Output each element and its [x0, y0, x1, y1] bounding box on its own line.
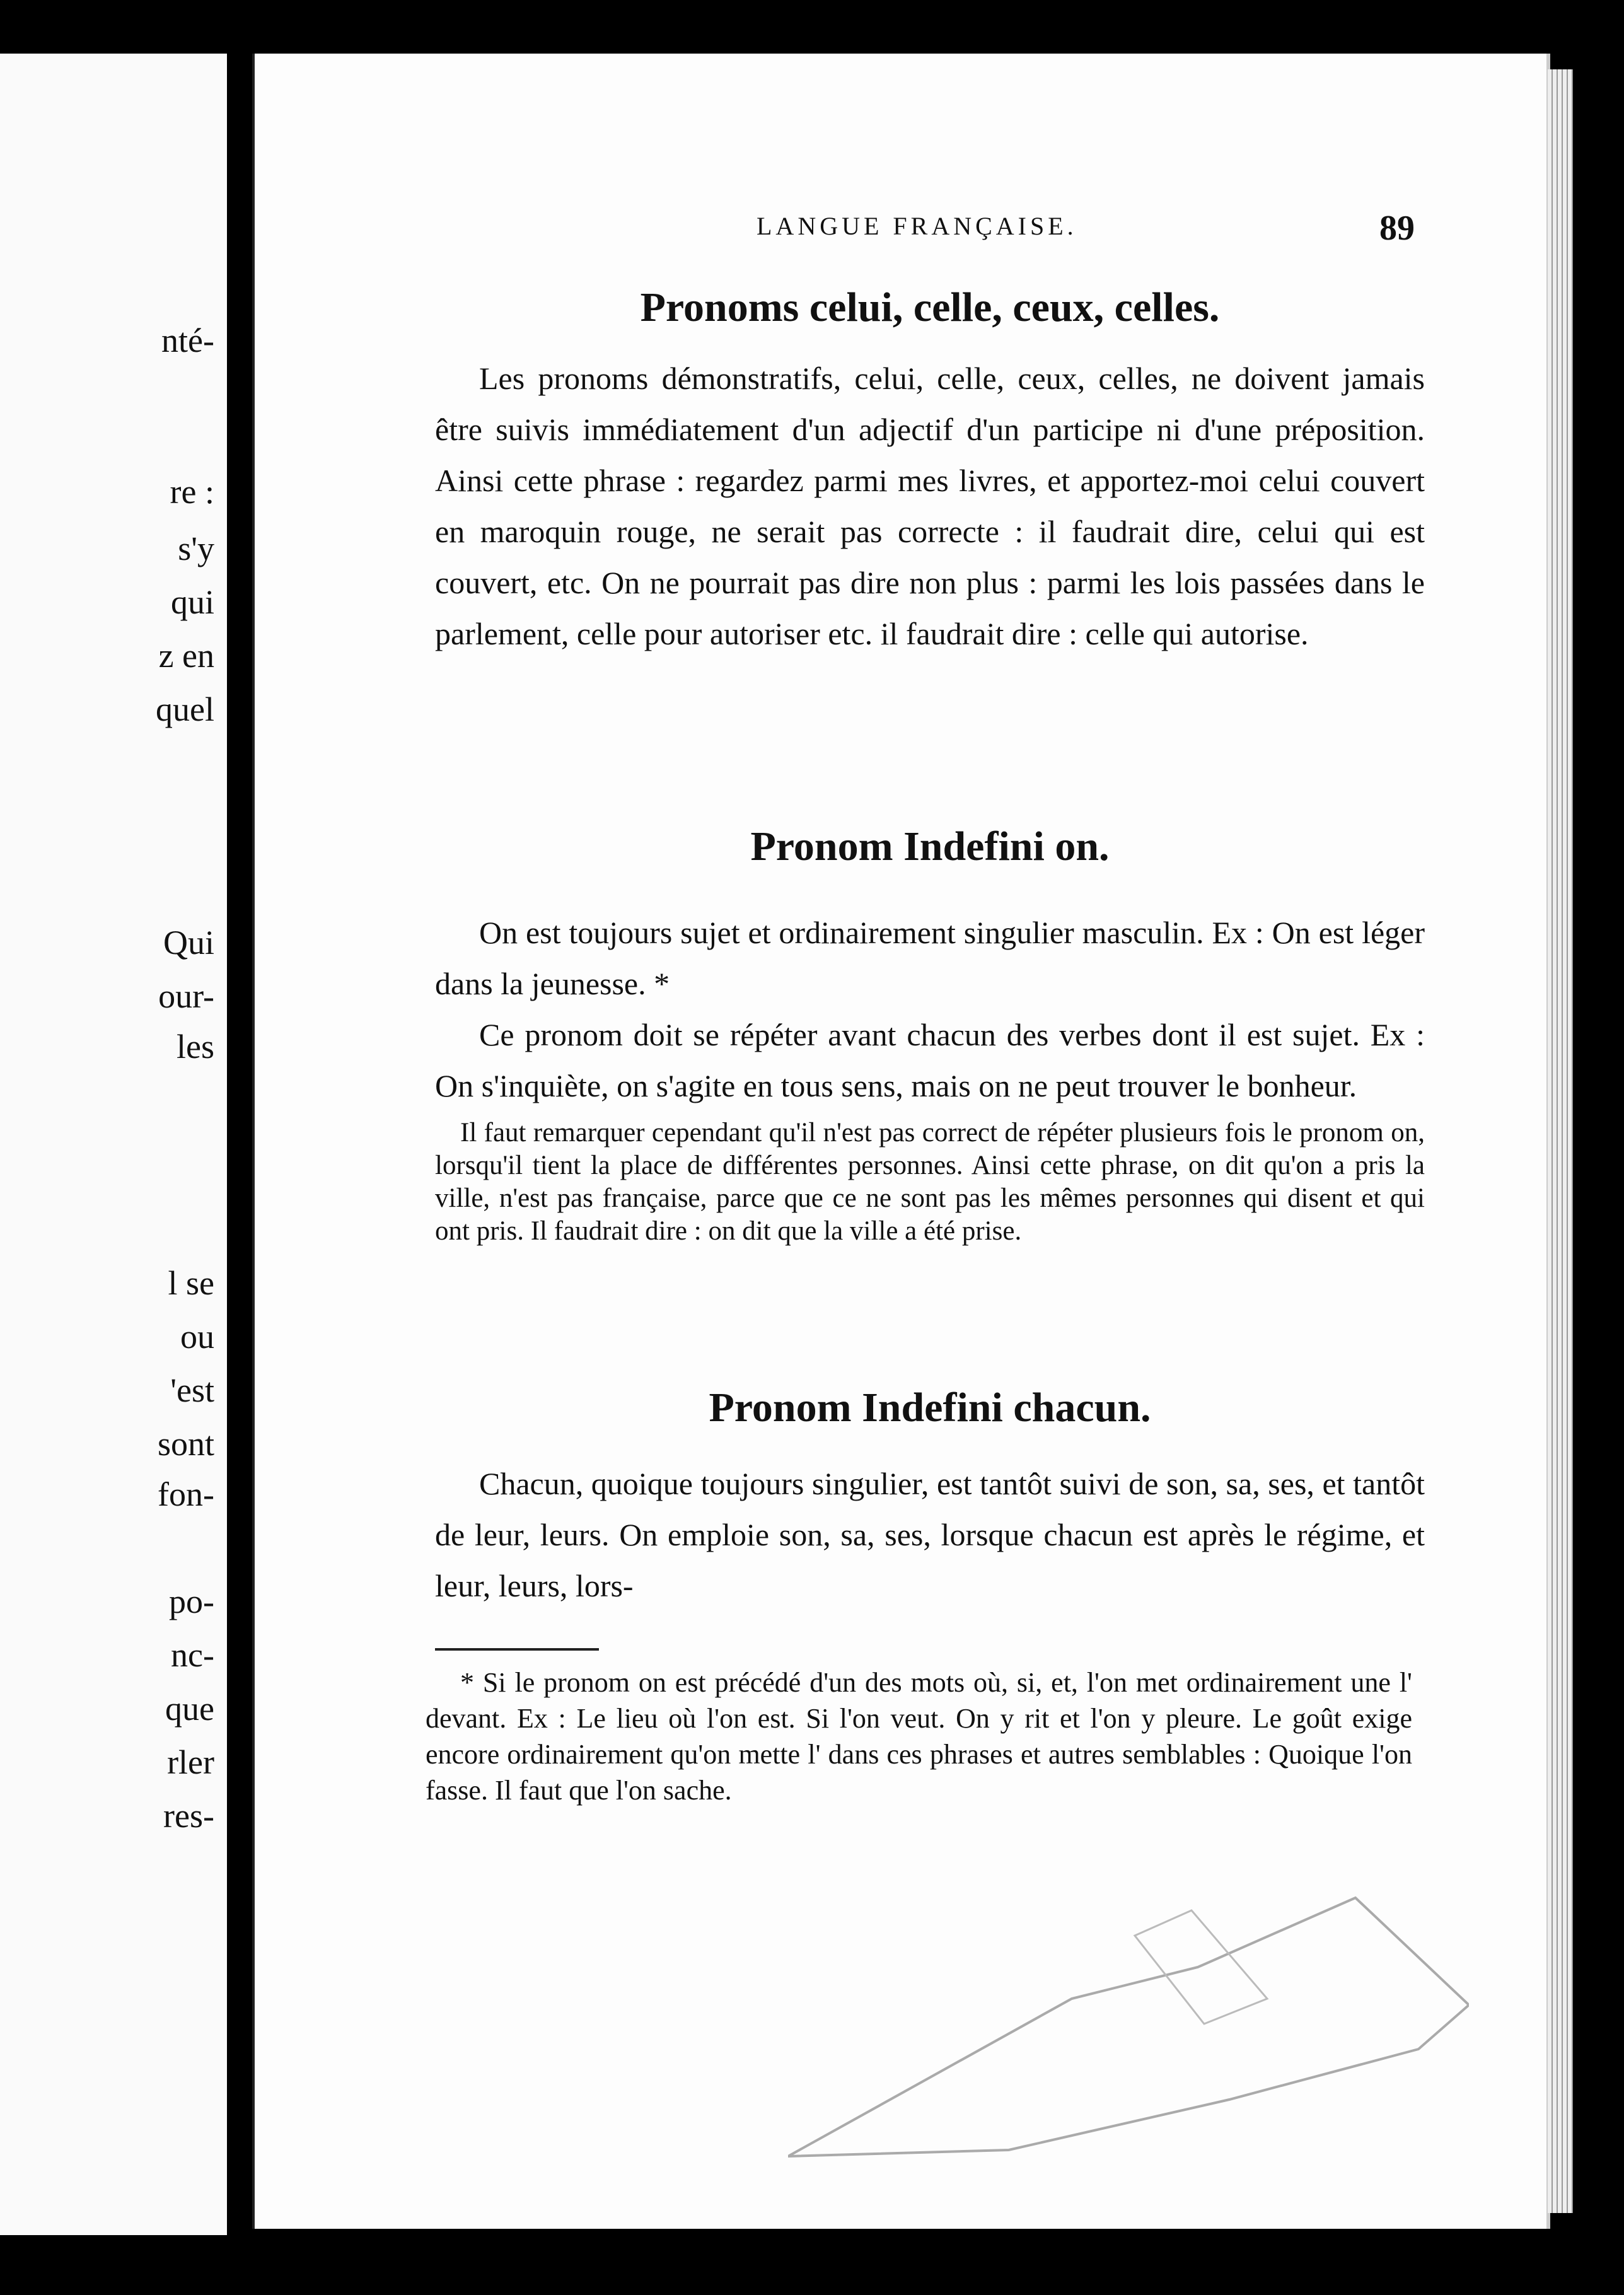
left-line: po- — [169, 1583, 214, 1620]
left-line: nté- — [161, 322, 214, 359]
left-line: fon- — [158, 1475, 214, 1513]
left-line: res- — [163, 1797, 214, 1835]
running-head: LANGUE FRANÇAISE. — [757, 212, 1077, 240]
page-edges — [1548, 69, 1573, 2213]
left-line: Qui — [163, 924, 214, 962]
left-page-fragment — [0, 54, 227, 2235]
left-line: re : — [170, 473, 214, 511]
left-line: ou — [180, 1318, 214, 1356]
section-heading: Pronom Indefini on. — [750, 823, 1110, 869]
left-line: quel — [156, 690, 214, 728]
left-line: nc- — [171, 1636, 214, 1674]
paragraph: On est toujours sujet et ordinairement singulier masculin. Ex : On est léger dans la jeunesse. * — [435, 915, 1425, 1001]
left-line: les — [177, 1028, 214, 1066]
left-line: sont — [157, 1425, 214, 1463]
left-line: que — [165, 1690, 214, 1728]
left-line: s'y — [178, 530, 214, 567]
section-chacun — [435, 1384, 1425, 1612]
section-heading: Pronoms celui, celle, ceux, celles. — [640, 284, 1220, 330]
section-on — [435, 823, 1425, 1248]
section-demonstratifs — [435, 284, 1425, 659]
paragraph: Ce pronom doit se répéter avant chacun des verbes dont il est sujet. Ex : On s'inquiète, on s'agite en tous sens, mais on ne peut trouver le bonheur. — [435, 1017, 1425, 1103]
note: Il faut remarquer cependant qu'il n'est pas correct de répéter plusieurs fois le pronom on, lorsqu'il tient la place de différentes personnes. Ainsi cette phrase, on dit qu'on a pris la ville, n'est pas française, parce que ce ne sont pas les mêmes personnes qui disent et qui ont pris. Il faudrait dire : on dit que la ville a été prise. — [435, 1118, 1425, 1246]
page-number: 89 — [1379, 209, 1415, 248]
left-line: rler — [167, 1743, 214, 1781]
footnote-rule — [435, 1648, 599, 1651]
paragraph: Chacun, quoique toujours singulier, est tantôt suivi de son, sa, ses, et tantôt de leur, leurs. On emploie son, sa, ses, lorsque chacun est après le régime, et leur, leurs, lors- — [435, 1466, 1425, 1603]
left-line: qui — [170, 583, 214, 621]
left-line: 'est — [170, 1371, 214, 1409]
section-heading: Pronom Indefini chacun. — [709, 1385, 1151, 1431]
paragraph: Les pronoms démonstratifs, celui, celle, ceux, celles, ne doivent jamais être suivis immédiatement d'un adjectif d'un participe ni d'une préposition. Ainsi cette phrase : regardez parmi mes livres, et apportez-moi celui couvert en maroquin rouge, ne serait pas correcte : il faudrait dire, celui qui est couvert, etc. On ne pourrait pas dire non plus : parmi les lois passées dans le parlement, celle pour autoriser etc. il faudrait dire : celle qui autorise. — [435, 361, 1425, 651]
footnote: * Si le pronom on est précédé d'un des mots où, si, et, l'on met ordinairement une l' devant. Ex : Le lieu où l'on est. Si l'on veut. On y rit et l'on y pleure. Le goût exige encore ordinairement qu'on mette l' dans ces phrases et autres semblables : Quoique l'on fasse. Il faut que l'on sache. — [426, 1667, 1412, 1806]
left-line: our- — [158, 977, 214, 1015]
left-line: l se — [168, 1264, 214, 1302]
left-line: z en — [158, 637, 214, 675]
